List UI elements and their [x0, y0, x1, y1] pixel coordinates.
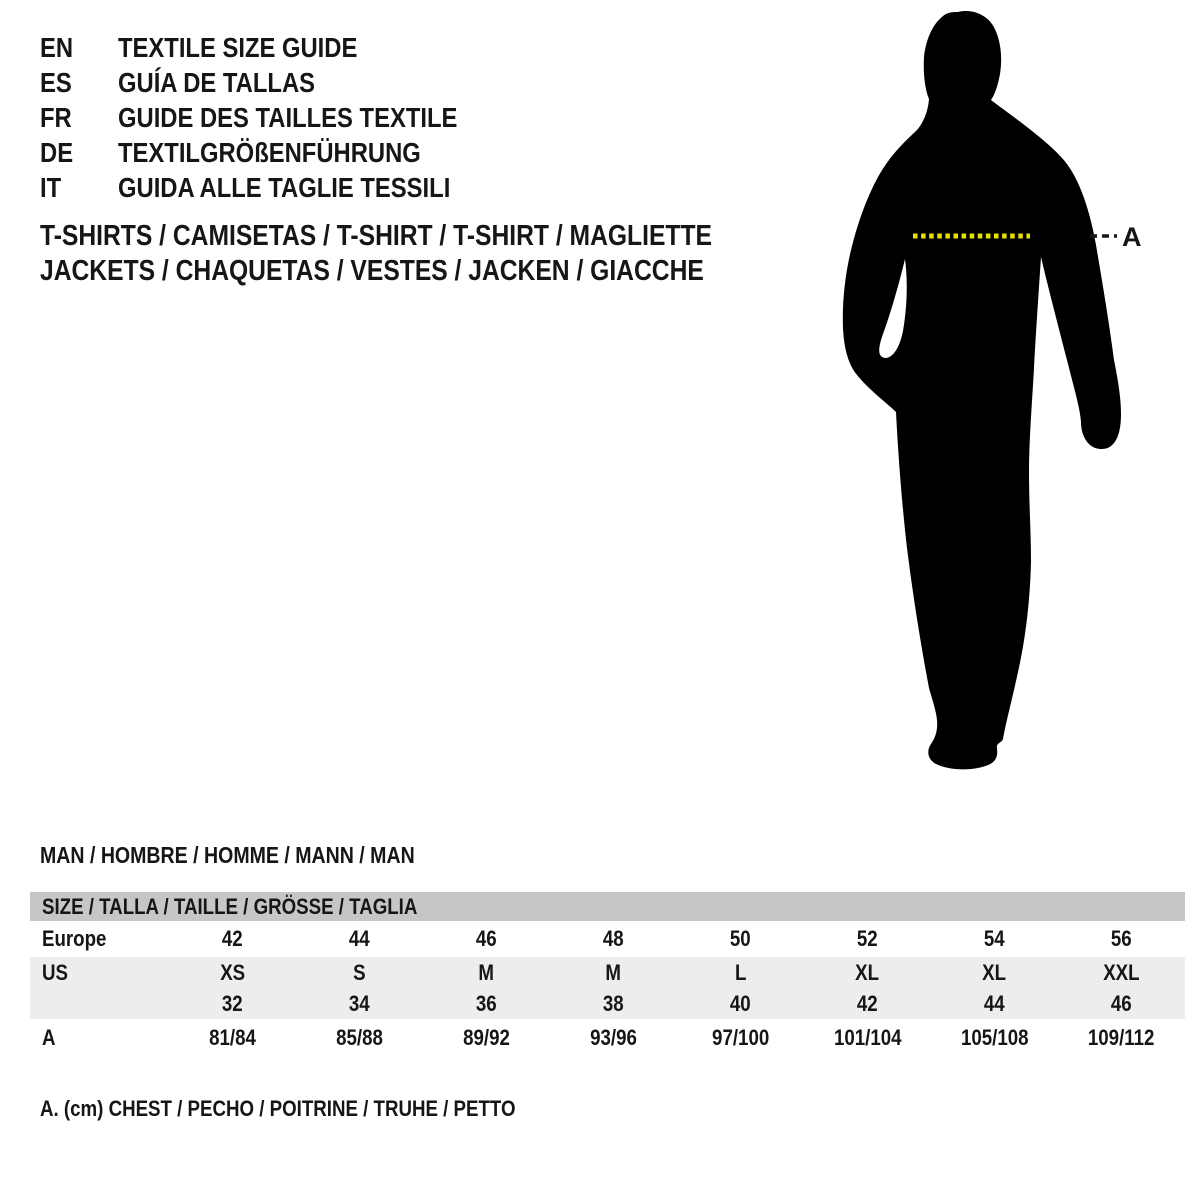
- language-title: TEXTILGRÖßENFÜHRUNG: [118, 137, 421, 168]
- table-cell: 81/84: [209, 1025, 256, 1050]
- table-cell: 105/108: [960, 1025, 1029, 1050]
- table-cell: XS: [220, 959, 245, 985]
- table-cell: 36: [476, 990, 497, 1016]
- table-row-europe: [30, 921, 1185, 957]
- table-cell: 46: [1111, 990, 1132, 1016]
- table-cell: 40: [730, 990, 751, 1016]
- table-cell: 97/100: [711, 1025, 770, 1050]
- table-cell: 101/104: [833, 1025, 902, 1050]
- table-cell: 48: [603, 926, 624, 951]
- table-cell: 44: [984, 990, 1005, 1016]
- measure-label-a: A: [1122, 222, 1142, 252]
- table-cell: S: [353, 959, 366, 985]
- table-cell: 54: [984, 926, 1005, 951]
- table-row-us: [30, 957, 1185, 988]
- row-label: [30, 991, 169, 1017]
- table-cell: 93/96: [590, 1025, 637, 1050]
- table-cell: 85/88: [336, 1025, 383, 1050]
- size-table-header-label: SIZE / TALLA / TAILLE / GRÖSSE / TAGLIA: [42, 894, 418, 919]
- table-cell: 32: [222, 990, 243, 1016]
- language-row-en: [40, 30, 517, 65]
- table-cell: M: [478, 959, 495, 985]
- section-title-man: MAN / HOMBRE / HOMME / MANN / MAN: [40, 842, 415, 868]
- language-title: GUÍA DE TALLAS: [118, 67, 316, 98]
- table-cell: 109/112: [1088, 1025, 1155, 1050]
- language-title: GUIDE DES TAILLES TEXTILE: [118, 102, 458, 133]
- row-label: Europe: [42, 926, 107, 951]
- category-block: [40, 219, 831, 289]
- table-cell: XL: [855, 959, 880, 985]
- table-cell: 52: [857, 926, 878, 951]
- table-cell: 50: [730, 926, 751, 951]
- category-line-tshirts: T-SHIRTS / CAMISETAS / T-SHIRT / T-SHIRT / MAGLIETTE: [40, 220, 712, 252]
- row-label: A: [42, 1025, 56, 1050]
- language-code: DE: [40, 137, 74, 168]
- language-list: [40, 30, 517, 205]
- language-title: TEXTILE SIZE GUIDE: [118, 32, 358, 63]
- language-code: IT: [40, 172, 62, 203]
- table-row-numeric: [30, 988, 1185, 1019]
- table-cell: 34: [349, 990, 370, 1016]
- table-cell: XXL: [1103, 959, 1140, 985]
- table-cell: L: [734, 959, 747, 985]
- language-code: EN: [40, 32, 74, 63]
- table-cell: 42: [857, 990, 878, 1016]
- language-row-it: [40, 170, 517, 205]
- language-code: ES: [40, 67, 72, 98]
- table-cell: 56: [1111, 926, 1132, 951]
- language-code: FR: [40, 102, 72, 133]
- language-row-de: [40, 135, 517, 170]
- size-table-header-bar: [30, 892, 1185, 921]
- language-row-es: [40, 65, 517, 100]
- table-cell: 42: [222, 926, 243, 951]
- table-cell: 46: [476, 926, 497, 951]
- language-title: GUIDA ALLE TAGLIE TESSILI: [118, 172, 451, 203]
- table-cell: XL: [982, 959, 1007, 985]
- size-table: [30, 892, 1185, 1057]
- table-cell: M: [605, 959, 622, 985]
- table-cell: 38: [603, 990, 624, 1016]
- row-label: US: [42, 959, 68, 985]
- man-silhouette-figure: [840, 0, 1160, 780]
- man-silhouette: [843, 11, 1121, 769]
- measurement-footnote: A. (cm) CHEST / PECHO / POITRINE / TRUHE / PETTO: [40, 1096, 516, 1121]
- category-line-jackets: JACKETS / CHAQUETAS / VESTES / JACKEN / GIACCHE: [40, 255, 704, 287]
- table-cell: 89/92: [463, 1025, 510, 1050]
- table-cell: 44: [349, 926, 370, 951]
- table-row-chest-cm: [30, 1019, 1185, 1057]
- language-row-fr: [40, 100, 517, 135]
